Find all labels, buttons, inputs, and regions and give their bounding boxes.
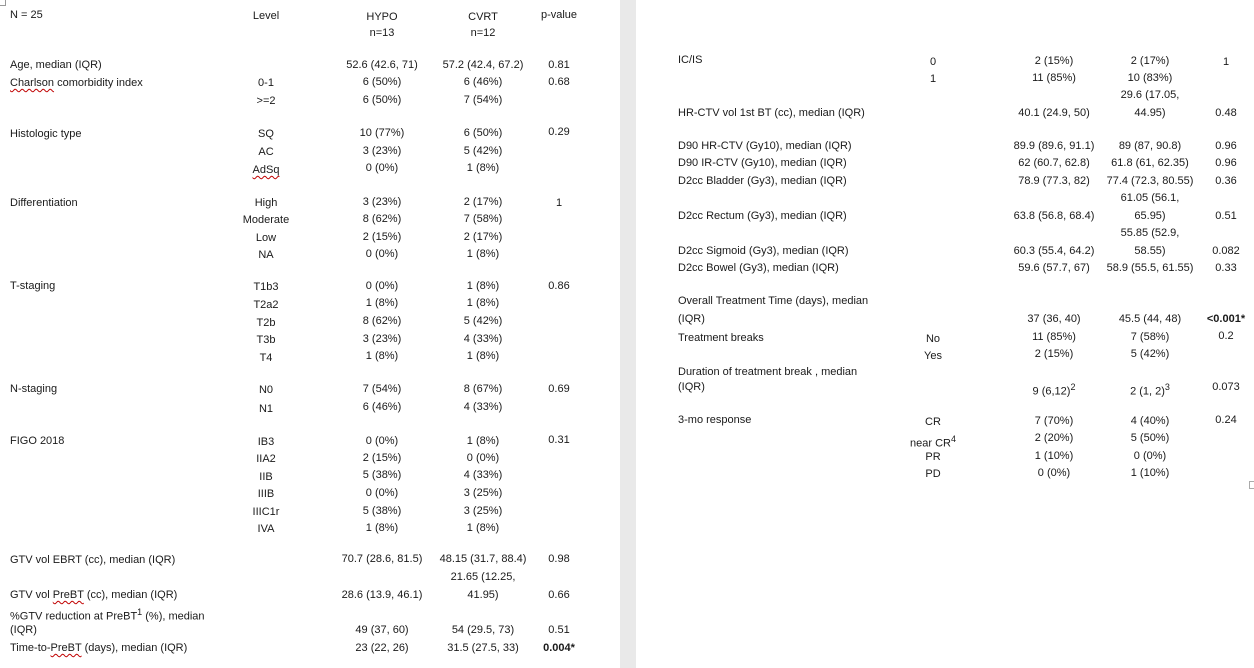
level-diff-3: Low [255,232,277,244]
header-level: Level [252,10,280,22]
level-nstage-2: N1 [258,403,274,415]
cell-nstage-hypo-1: 7 (54%) [362,383,402,395]
row-label-tstage: T-staging [10,280,56,292]
cell-resp-p: 0.24 [1215,414,1237,426]
row-label-age: Age, median (IQR) [10,59,102,71]
cell-d2-bowel-hypo: 59.6 (57.7, 67) [1018,262,1090,274]
cell-d90-ir-hypo: 62 (60.7, 62.8) [1018,157,1090,169]
cell-gtv-red-hypo: 49 (37, 60) [355,624,409,636]
cell-diff-hypo-1: 3 (23%) [362,196,402,208]
cell-tstage-cvrt-4: 4 (33%) [463,333,503,345]
cell-nstage-cvrt-2: 4 (33%) [463,401,503,413]
cell-age-hypo: 52.6 (42.6, 71) [346,59,418,71]
cell-icis-cvrt-1: 2 (17%) [1130,55,1170,67]
cell-figo-hypo-4: 0 (0%) [365,487,399,499]
cell-charlson-cvrt-1: 6 (46%) [463,76,503,88]
cell-histo-hypo-3: 0 (0%) [365,162,399,174]
row-label-breaks: Treatment breaks [678,332,764,344]
cell-figo-hypo-6: 1 (8%) [365,522,399,534]
cell-histo-p: 0.29 [548,126,570,138]
level-icis-1: 0 [929,56,937,68]
level-breaks-2: Yes [924,350,942,362]
row-label-gtv-reduction: %GTV reduction at PreBT$^1$ (%), median [10,607,205,623]
cell-histo-hypo-1: 10 (77%) [359,127,405,139]
cell-charlson-hypo-2: 6 (50%) [362,94,402,106]
row-label-d2-bladder: D2cc Bladder (Gy3), median (IQR) [678,175,847,187]
cell-charlson-hypo-1: 6 (50%) [362,76,402,88]
level-figo-6: IVA [257,523,275,535]
row-label-gtv-ebrt: GTV vol EBRT (cc), median (IQR) [10,554,176,566]
cell-nstage-hypo-2: 6 (46%) [362,401,402,413]
row-label-d2-sigmoid: D2cc Sigmoid (Gy3), median (IQR) [678,245,849,257]
level-breaks-1: No [925,333,941,345]
cell-breaks-hypo-1: 11 (85%) [1032,331,1076,343]
level-icis-2: 1 [929,73,937,85]
cell-resp-cvrt-1: 4 (40%) [1130,415,1170,427]
row-label-d2-bowel: D2cc Bowel (Gy3), median (IQR) [678,262,839,274]
cell-resp-cvrt-4: 1 (10%) [1130,467,1170,479]
header-pvalue: p-value [540,9,578,21]
row-label-nstage: N-staging [10,383,58,395]
cell-figo-cvrt-2: 0 (0%) [466,452,500,464]
cell-gtv-red-cvrt: 54 (29.5, 73) [451,624,515,636]
cell-tstage-hypo-4: 3 (23%) [362,333,402,345]
level-charlson-2: >=2 [256,95,276,107]
cell-gtv-ebrt-hypo: 70.7 (28.6, 81.5) [341,553,423,565]
cell-gtv-prebt-cvrt-a: 21.65 (12.25, [450,571,516,583]
cell-icis-cvrt-2: 10 (83%) [1127,72,1173,84]
row-label-ott-cont: (IQR) [678,313,705,325]
cell-time-prebt-p: 0.004* [543,642,575,654]
level-tstage-1: T1b3 [253,281,279,293]
cell-age-cvrt: 57.2 (42.4, 67.2) [442,59,524,71]
cell-d2-sigmoid-p: 0.082 [1212,245,1240,257]
cell-figo-p: 0.31 [548,434,570,446]
cell-breaks-cvrt-1: 7 (58%) [1130,331,1170,343]
cell-d90-ir-p: 0.96 [1215,157,1237,169]
cell-icis-p: 1 [1222,56,1230,68]
cell-figo-cvrt-1: 1 (8%) [466,435,500,447]
row-label-figo: FIGO 2018 [10,435,65,447]
cell-resp-cvrt-2: 5 (50%) [1130,432,1170,444]
level-diff-2: Moderate [242,214,290,226]
cell-d2-rectum-cvrt-b: 65.95) [1134,210,1166,222]
level-charlson-1: 0-1 [258,77,274,89]
cell-time-prebt-hypo: 23 (22, 26) [355,642,409,654]
row-label-time-prebt: Time-to-PreBT (days), median (IQR) [10,642,188,654]
level-histo-1: SQ [258,128,274,140]
cell-d90-hr-p: 0.96 [1215,140,1237,152]
level-resp-1: CR [925,416,941,428]
cell-tstage-hypo-3: 8 (62%) [362,315,402,327]
cell-figo-hypo-3: 5 (38%) [362,469,402,481]
cell-figo-cvrt-6: 1 (8%) [466,522,500,534]
row-label-ott: Overall Treatment Time (days), median [678,295,869,307]
cell-d2-rectum-hypo: 63.8 (56.8, 68.4) [1013,210,1095,222]
cell-hrctv-vol-p: 0.48 [1215,107,1237,119]
level-figo-2: IIA2 [256,453,276,465]
cell-diff-cvrt-2: 7 (58%) [463,213,503,225]
left-page [0,0,620,668]
cell-figo-cvrt-3: 4 (33%) [463,469,503,481]
row-label-gtv-reduction-cont: (IQR) [10,624,37,636]
level-resp-3: PR [925,451,941,463]
level-tstage-3: T2b [256,317,276,329]
cell-figo-cvrt-4: 3 (25%) [463,487,503,499]
cell-d2-sigmoid-cvrt-a: 55.85 (52.9, [1120,227,1180,239]
cell-d2-bowel-cvrt: 58.9 (55.5, 61.55) [1106,262,1194,274]
cell-d2-bowel-p: 0.33 [1215,262,1237,274]
cell-ott-hypo: 37 (36, 40) [1027,313,1081,325]
cell-tstage-cvrt-1: 1 (8%) [466,280,500,292]
cell-resp-hypo-1: 7 (70%) [1034,415,1074,427]
cell-diff-p: 1 [555,197,563,209]
cell-icis-hypo-1: 2 (15%) [1034,55,1074,67]
page-edge-mark [1249,481,1254,489]
cell-d2-sigmoid-hypo: 60.3 (55.4, 64.2) [1013,245,1095,257]
level-nstage-1: N0 [258,384,274,396]
cell-d2-rectum-cvrt-a: 61.05 (56.1, [1120,192,1180,204]
level-tstage-5: T4 [259,352,273,364]
cell-age-p: 0.81 [548,59,570,71]
level-diff-4: NA [258,249,274,261]
cell-gtv-red-p: 0.51 [548,624,570,636]
cell-gtv-prebt-hypo: 28.6 (13.9, 46.1) [341,589,423,601]
cell-tstage-cvrt-3: 5 (42%) [463,315,503,327]
page-corner-mark [0,0,6,6]
level-figo-3: IIB [259,471,273,483]
cell-diff-cvrt-1: 2 (17%) [463,196,503,208]
cell-gtv-ebrt-p: 0.98 [548,553,570,565]
cell-d2-sigmoid-cvrt-b: 58.55) [1134,245,1166,257]
cell-diff-hypo-3: 2 (15%) [362,231,402,243]
cell-hrctv-vol-cvrt-a: 29.6 (17.05, [1120,89,1180,101]
cell-figo-hypo-5: 5 (38%) [362,505,402,517]
cell-resp-hypo-3: 1 (10%) [1034,450,1074,462]
header-cvrt: CVRT [468,11,498,23]
row-label-response: 3-mo response [678,414,752,426]
cell-diff-hypo-4: 0 (0%) [365,248,399,260]
cell-nstage-cvrt-1: 8 (67%) [463,383,503,395]
cell-resp-hypo-4: 0 (0%) [1037,467,1071,479]
cell-resp-hypo-2: 2 (20%) [1034,432,1074,444]
page-gutter [620,0,636,668]
row-label-icis: IC/IS [678,54,703,66]
level-figo-4: IIIB [257,488,275,500]
cell-nstage-p: 0.69 [548,383,570,395]
cell-figo-cvrt-5: 3 (25%) [463,505,503,517]
row-label-diff: Differentiation [10,197,78,209]
row-label-d90-hr: D90 HR-CTV (Gy10), median (IQR) [678,140,852,152]
cell-histo-hypo-2: 3 (23%) [362,145,402,157]
level-figo-1: IB3 [257,436,275,448]
cell-breaks-hypo-2: 2 (15%) [1034,348,1074,360]
level-figo-5: IIIC1r [252,506,280,518]
cell-d90-hr-hypo: 89.9 (89.6, 91.1) [1013,140,1095,152]
cell-breaks-p: 0.2 [1218,330,1234,342]
cell-gtv-prebt-p: 0.66 [548,589,570,601]
level-histo-3: AdSq [252,164,280,176]
header-cvrt-n: n=12 [470,27,496,39]
cell-hrctv-vol-cvrt-b: 44.95) [1134,107,1166,119]
level-tstage-4: T3b [256,334,276,346]
row-label-d90-ir: D90 IR-CTV (Gy10), median (IQR) [678,157,847,169]
header-hypo-n: n=13 [369,27,395,39]
cell-ott-p: <0.001* [1206,313,1246,325]
cell-d90-hr-cvrt: 89 (87, 90.8) [1118,140,1182,152]
cell-figo-hypo-2: 2 (15%) [362,452,402,464]
level-tstage-2: T2a2 [253,299,279,311]
cell-diff-cvrt-3: 2 (17%) [463,231,503,243]
cell-d2-bladder-hypo: 78.9 (77.3, 82) [1018,175,1090,187]
cell-d2-rectum-p: 0.51 [1215,210,1237,222]
cell-resp-cvrt-3: 0 (0%) [1133,450,1167,462]
cell-break-dur-cvrt: 2 (1, 2)$^3$ [1130,382,1170,398]
cell-tstage-hypo-5: 1 (8%) [365,350,399,362]
cell-tstage-hypo-1: 0 (0%) [365,280,399,292]
right-page [636,0,1254,668]
cell-tstage-p: 0.86 [548,280,570,292]
level-histo-2: AC [258,146,274,158]
level-diff-1: High [254,197,278,209]
row-label-d2-rectum: D2cc Rectum (Gy3), median (IQR) [678,210,847,222]
cell-charlson-cvrt-2: 7 (54%) [463,94,503,106]
header-n: N = 25 [10,9,43,21]
cell-tstage-hypo-2: 1 (8%) [365,297,399,309]
cell-d2-bladder-cvrt: 77.4 (72.3, 80.55) [1106,175,1194,187]
level-resp-2: near $CR^4$ [910,434,956,450]
row-label-break-dur: Duration of treatment break , median [678,366,858,378]
cell-gtv-prebt-cvrt-b: 41.95) [467,589,499,601]
header-hypo: HYPO [366,11,398,23]
cell-diff-cvrt-4: 1 (8%) [466,248,500,260]
cell-break-dur-p: 0.073 [1212,381,1240,393]
cell-icis-hypo-2: 11 (85%) [1032,72,1076,84]
row-label-break-dur-cont: (IQR) [678,381,705,393]
cell-break-dur-hypo: 9 $(6,12)^2$ [1032,382,1076,398]
cell-ott-cvrt: 45.5 (44, 48) [1118,313,1182,325]
cell-figo-hypo-1: 0 (0%) [365,435,399,447]
cell-histo-cvrt-2: 5 (42%) [463,145,503,157]
cell-histo-cvrt-3: 1 (8%) [466,162,500,174]
row-label-gtv-prebt: GTV vol PreBT (cc), median (IQR) [10,589,178,601]
cell-breaks-cvrt-2: 5 (42%) [1130,348,1170,360]
cell-hrctv-vol-hypo: 40.1 (24.9, 50) [1018,107,1090,119]
cell-tstage-cvrt-5: 1 (8%) [466,350,500,362]
cell-d90-ir-cvrt: 61.8 (61, 62.35) [1111,157,1189,169]
cell-gtv-ebrt-cvrt: 48.15 (31.7, 88.4) [439,553,527,565]
cell-d2-bladder-p: 0.36 [1215,175,1237,187]
cell-histo-cvrt-1: 6 (50%) [463,127,503,139]
level-resp-4: PD [925,468,941,480]
row-label-charlson: Charlson comorbidity index [10,77,143,89]
cell-time-prebt-cvrt: 31.5 (27.5, 33) [447,642,519,654]
row-label-hrctv-vol: HR-CTV vol 1st BT (cc), median (IQR) [678,107,865,119]
cell-tstage-cvrt-2: 1 (8%) [466,297,500,309]
cell-charlson-p: 0.68 [548,76,570,88]
row-label-histo: Histologic type [10,128,82,140]
cell-diff-hypo-2: 8 (62%) [362,213,402,225]
